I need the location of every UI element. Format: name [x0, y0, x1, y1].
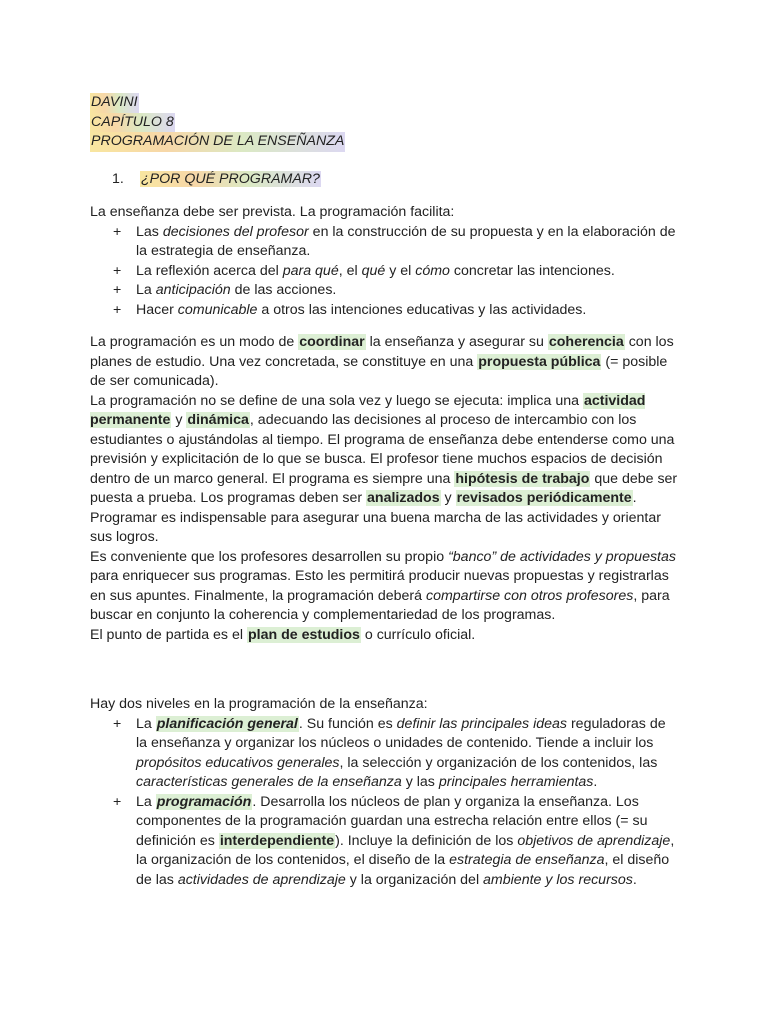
intro-block: [90, 203, 680, 320]
section-number: 1.: [112, 171, 124, 187]
chapter-line: CAPÍTULO 8: [90, 113, 175, 133]
list-item: + Las decisiones del profesor en la construcción de su propuesta y en la elaboración de la estrategia de enseñanza.: [90, 223, 680, 262]
document-header: [90, 93, 345, 152]
list-item: + La programación. Desarrolla los núcleos de plan y organiza la enseñanza. Los componentes de la programación guardan una estrecha relación entre ellos (= su definición es interdependiente). Incluye la definición de los objetivos de aprendizaje, la organización de los contenidos, el diseño de la estrategia de enseñanza, el diseño de las actividades de aprendizaje y la organización del ambiente y los recursos.: [90, 793, 680, 891]
paragraph-plan: El punto de partida es el plan de estudios o currículo oficial.: [90, 626, 476, 643]
list-item: + La planificación general. Su función es definir las principales ideas reguladoras de la enseñanza y organizar los núcleos o unidades de contenido. Tiende a incluir los propósitos educativos generales, la selección y organización de los contenidos, las características generales de la enseñanza y las principales herramientas.: [90, 715, 680, 793]
author-line: DAVINI: [90, 93, 139, 113]
paragraph-coordinar: La programación es un modo de coordinar la enseñanza y asegurar su coherencia con los planes de estudio. Una vez concretada, se constituye en una propuesta pública (= posible de ser comunicada).: [90, 334, 674, 389]
levels-block: [90, 695, 680, 890]
section-title: ¿POR QUÉ PROGRAMAR?: [141, 171, 320, 187]
list-item: + Hacer comunicable a otros las intenciones educativas y las actividades.: [90, 301, 680, 321]
body-block: [90, 333, 680, 645]
list-item: + La anticipación de las acciones.: [90, 281, 680, 301]
section-heading: [90, 170, 321, 190]
paragraph-banco: Es conveniente que los profesores desarrollen su propio “banco” de actividades y propuestas para enriquecer sus programas. Esto les permitirá producir nuevas propuestas y registrarlas en sus apuntes. Finalmente, la programación deberá compartirse con otros profesores, para buscar en conjunto la coherencia y complementariedad de los programas.: [90, 548, 676, 623]
levels-lead: Hay dos niveles en la programación de la enseñanza:: [90, 696, 428, 712]
intro-lead: La enseñanza debe ser prevista. La programación facilita:: [90, 204, 455, 220]
list-item: + La reflexión acerca del para qué, el qué y el cómo concretar las intenciones.: [90, 262, 680, 282]
levels-list: [90, 715, 680, 891]
paragraph-actividad: La programación no se define de una sola vez y luego se ejecuta: implica una actividad permanente y dinámica, adecuando las decisiones al proceso de intercambio con los estudiantes o ajustándolas al tiempo. El programa de enseñanza debe entenderse como una previsión y explicitación de lo que se busca. El profesor tiene muchos espacios de decisión dentro de un marco general. El programa es siempre una hipótesis de trabajo que debe ser puesta a prueba. Los programas deben ser analizados y revisados periódicamente. Programar es indispensable para asegurar una buena marcha de las actividades y orientar sus logros.: [90, 392, 678, 545]
intro-list: [90, 223, 680, 321]
chapter-title: PROGRAMACIÓN DE LA ENSEÑANZA: [90, 132, 345, 152]
